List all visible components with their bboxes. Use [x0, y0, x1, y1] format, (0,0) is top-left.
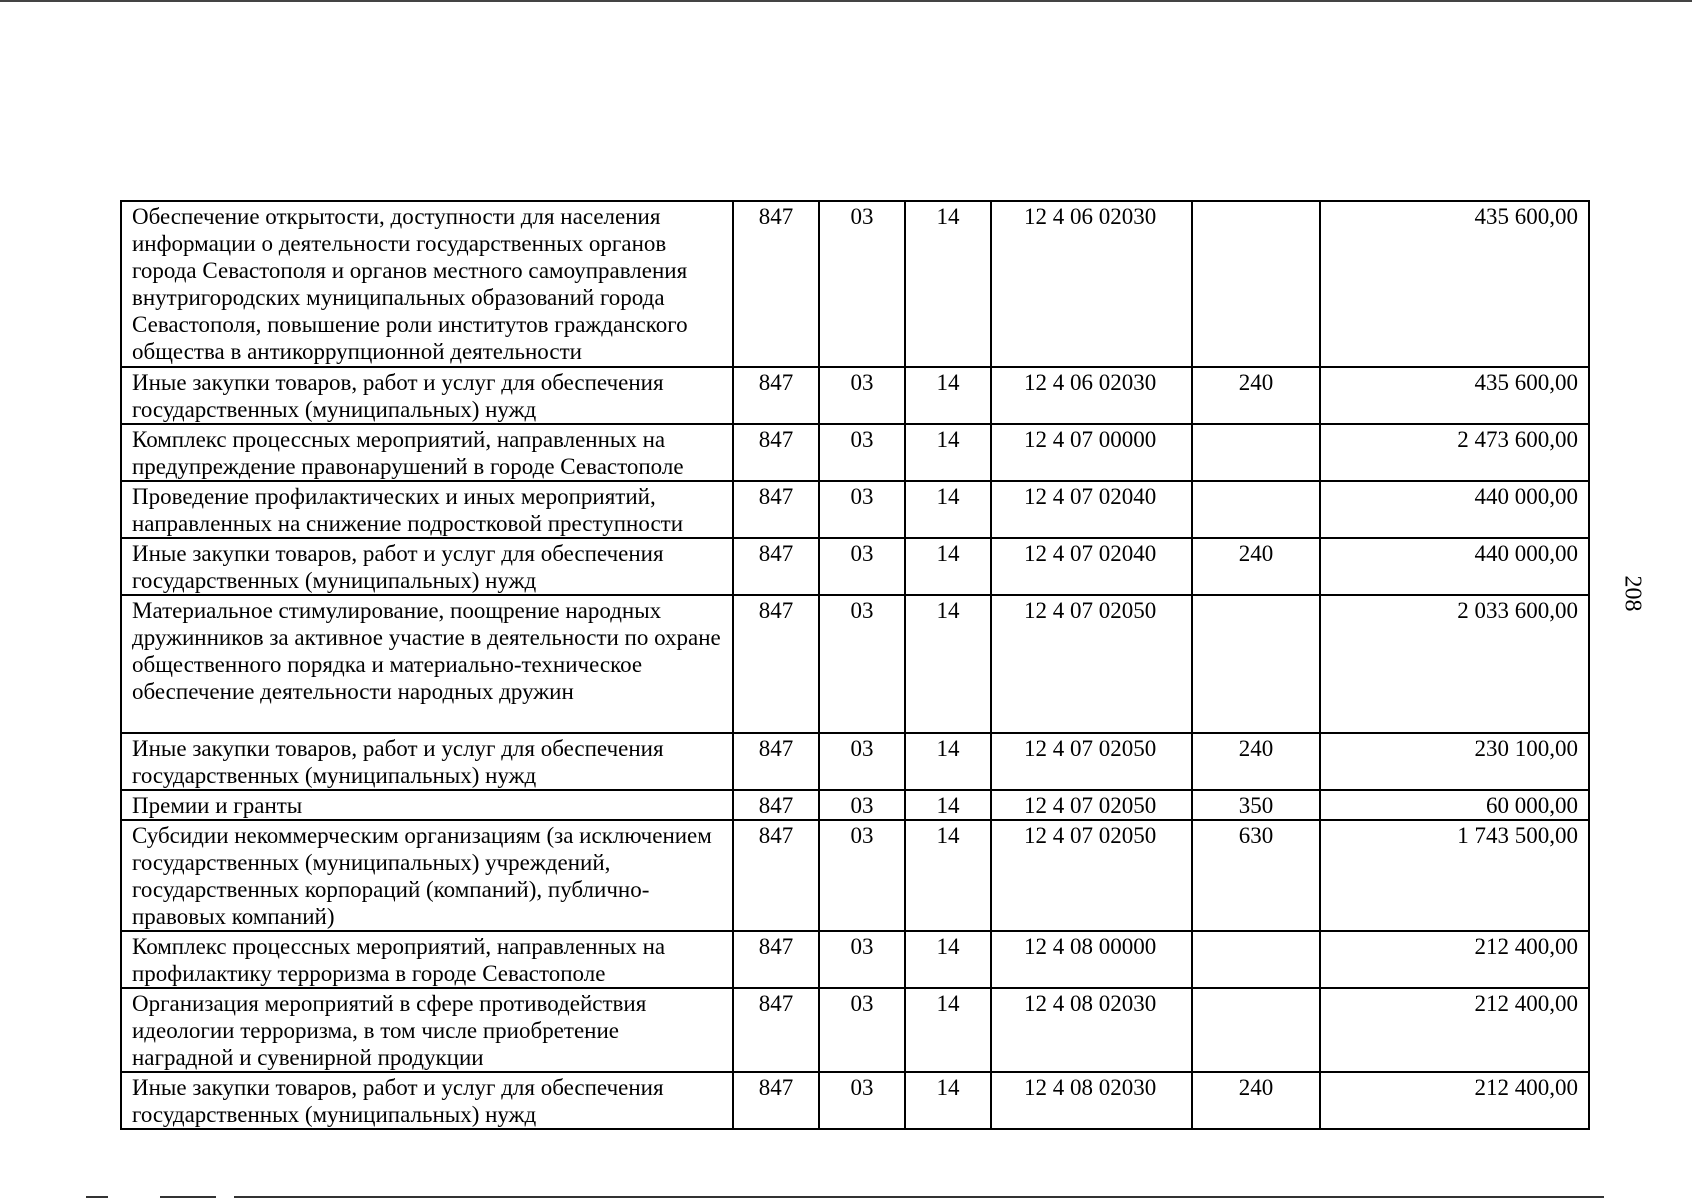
row-pr: 14: [905, 1072, 991, 1129]
row-vr: 240: [1192, 1072, 1320, 1129]
row-vr: [1192, 931, 1320, 988]
row-rz: 03: [819, 1072, 905, 1129]
row-amount: 440 000,00: [1320, 538, 1589, 595]
table-row: [121, 595, 1589, 733]
table-row: [121, 733, 1589, 790]
row-name: Проведение профилактических и иных мероприятий, направленных на снижение подростковой преступности: [121, 481, 733, 538]
row-gr: 847: [733, 988, 819, 1072]
row-vr: 350: [1192, 790, 1320, 820]
row-vr: 240: [1192, 733, 1320, 790]
row-gr: 847: [733, 931, 819, 988]
row-rz: 03: [819, 367, 905, 424]
row-pr: 14: [905, 733, 991, 790]
scan-bottom-mark: [86, 1196, 108, 1198]
row-name: Обеспечение открытости, доступности для населения информации о деятельности государственных органов города Севастополя и органов местного самоуправления внутригородских муниципальных образований города Севастополя, повышение роли институтов гражданского общества в антикоррупционной деятельности: [121, 201, 733, 367]
row-gr: 847: [733, 820, 819, 931]
row-rz: 03: [819, 481, 905, 538]
scan-bottom-mark: [160, 1196, 216, 1198]
row-csr: 12 4 08 02030: [991, 988, 1192, 1072]
scan-top-edge: [0, 0, 1692, 2]
row-amount: 212 400,00: [1320, 931, 1589, 988]
row-amount: 60 000,00: [1320, 790, 1589, 820]
row-vr: [1192, 988, 1320, 1072]
row-rz: 03: [819, 424, 905, 481]
row-name: Материальное стимулирование, поощрение народных дружинников за активное участие в деятельности по охране общественного порядка и материально-техническое обеспечение деятельности народных дружин: [121, 595, 733, 733]
table-body: [121, 201, 1589, 1129]
row-amount: 435 600,00: [1320, 367, 1589, 424]
table-row: [121, 790, 1589, 820]
row-vr: 630: [1192, 820, 1320, 931]
row-csr: 12 4 07 02040: [991, 538, 1192, 595]
row-name: Премии и гранты: [121, 790, 733, 820]
table-row: [121, 988, 1589, 1072]
table-row: [121, 931, 1589, 988]
row-vr: [1192, 424, 1320, 481]
row-amount: 230 100,00: [1320, 733, 1589, 790]
row-rz: 03: [819, 538, 905, 595]
row-csr: 12 4 07 02050: [991, 733, 1192, 790]
scan-bottom-mark: [234, 1196, 1604, 1198]
row-rz: 03: [819, 595, 905, 733]
row-amount: 212 400,00: [1320, 1072, 1589, 1129]
row-name: Иные закупки товаров, работ и услуг для обеспечения государственных (муниципальных) нужд: [121, 538, 733, 595]
row-amount: 435 600,00: [1320, 201, 1589, 367]
row-name: Комплекс процессных мероприятий, направленных на предупреждение правонарушений в городе Севастополе: [121, 424, 733, 481]
row-csr: 12 4 07 00000: [991, 424, 1192, 481]
row-csr: 12 4 06 02030: [991, 201, 1192, 367]
table-row: [121, 1072, 1589, 1129]
row-vr: [1192, 595, 1320, 733]
row-rz: 03: [819, 988, 905, 1072]
table-row: [121, 538, 1589, 595]
row-pr: 14: [905, 988, 991, 1072]
table-row: [121, 367, 1589, 424]
row-name: Иные закупки товаров, работ и услуг для обеспечения государственных (муниципальных) нужд: [121, 1072, 733, 1129]
row-pr: 14: [905, 538, 991, 595]
row-gr: 847: [733, 595, 819, 733]
row-pr: 14: [905, 820, 991, 931]
row-name: Иные закупки товаров, работ и услуг для обеспечения государственных (муниципальных) нужд: [121, 367, 733, 424]
table-row: [121, 201, 1589, 367]
table-row: [121, 820, 1589, 931]
row-name: Субсидии некоммерческим организациям (за исключением государственных (муниципальных) учреждений, государственных корпораций (компаний), публично-правовых компаний): [121, 820, 733, 931]
row-pr: 14: [905, 367, 991, 424]
row-pr: 14: [905, 481, 991, 538]
row-pr: 14: [905, 931, 991, 988]
row-pr: 14: [905, 201, 991, 367]
row-pr: 14: [905, 790, 991, 820]
row-gr: 847: [733, 790, 819, 820]
row-vr: 240: [1192, 367, 1320, 424]
row-rz: 03: [819, 820, 905, 931]
row-name: Иные закупки товаров, работ и услуг для обеспечения государственных (муниципальных) нужд: [121, 733, 733, 790]
table-row: [121, 481, 1589, 538]
row-gr: 847: [733, 424, 819, 481]
page-number: 208: [1619, 575, 1646, 612]
row-amount: 2 033 600,00: [1320, 595, 1589, 733]
row-csr: 12 4 06 02030: [991, 367, 1192, 424]
row-rz: 03: [819, 931, 905, 988]
row-gr: 847: [733, 538, 819, 595]
row-gr: 847: [733, 481, 819, 538]
table-row: [121, 424, 1589, 481]
row-gr: 847: [733, 733, 819, 790]
row-vr: [1192, 201, 1320, 367]
row-csr: 12 4 08 00000: [991, 931, 1192, 988]
row-vr: 240: [1192, 538, 1320, 595]
row-vr: [1192, 481, 1320, 538]
row-amount: 212 400,00: [1320, 988, 1589, 1072]
row-csr: 12 4 08 02030: [991, 1072, 1192, 1129]
row-gr: 847: [733, 1072, 819, 1129]
row-pr: 14: [905, 424, 991, 481]
row-csr: 12 4 07 02040: [991, 481, 1192, 538]
row-rz: 03: [819, 790, 905, 820]
row-rz: 03: [819, 201, 905, 367]
row-name: Организация мероприятий в сфере противодействия идеологии терроризма, в том числе приобретение наградной и сувенирной продукции: [121, 988, 733, 1072]
row-amount: 1 743 500,00: [1320, 820, 1589, 931]
row-amount: 2 473 600,00: [1320, 424, 1589, 481]
row-pr: 14: [905, 595, 991, 733]
row-gr: 847: [733, 367, 819, 424]
row-csr: 12 4 07 02050: [991, 595, 1192, 733]
budget-table: [120, 200, 1590, 1130]
row-gr: 847: [733, 201, 819, 367]
row-rz: 03: [819, 733, 905, 790]
row-amount: 440 000,00: [1320, 481, 1589, 538]
row-name: Комплекс процессных мероприятий, направленных на профилактику терроризма в городе Севастополе: [121, 931, 733, 988]
row-csr: 12 4 07 02050: [991, 790, 1192, 820]
row-csr: 12 4 07 02050: [991, 820, 1192, 931]
